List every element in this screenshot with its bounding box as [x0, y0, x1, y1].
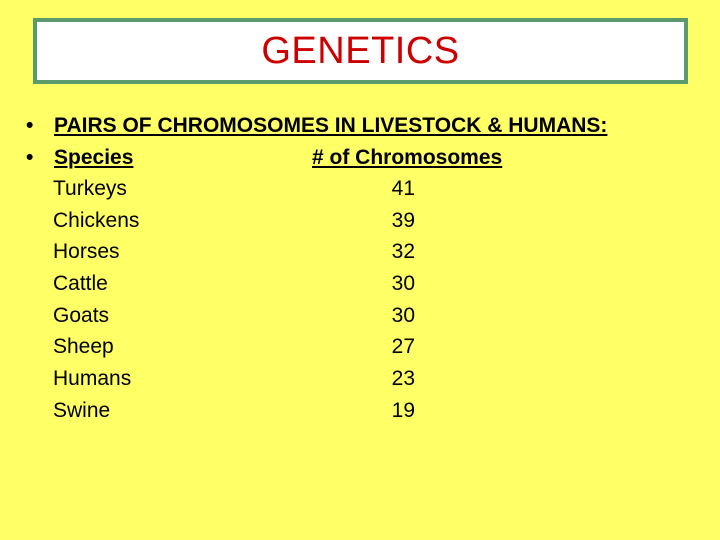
chromosome-count: 39: [391, 209, 415, 232]
chromosome-count: 32: [391, 240, 415, 263]
table-row: [53, 240, 423, 271]
chromosome-count: 23: [391, 367, 415, 390]
title-box: [33, 18, 688, 84]
chromosome-count: 41: [391, 177, 415, 200]
table-row: [53, 367, 423, 398]
species-bullet: [26, 146, 133, 170]
heading-bullet: [26, 114, 607, 138]
species-name: Swine: [53, 399, 111, 422]
table-row: [53, 335, 423, 366]
species-name: Horses: [53, 240, 120, 263]
table-row: [53, 272, 423, 303]
chromosome-column-header: # of Chromosomes: [312, 146, 503, 169]
table-row: [53, 177, 423, 208]
table-row: [53, 399, 423, 430]
table-row: [53, 304, 423, 335]
table-row: [53, 209, 423, 240]
chromosome-count: 27: [391, 335, 415, 358]
species-name: Humans: [53, 367, 132, 390]
chromosome-count: 30: [391, 272, 415, 295]
heading-text: PAIRS OF CHROMOSOMES IN LIVESTOCK & HUMANS:: [54, 114, 608, 137]
page-title: GENETICS: [261, 29, 460, 72]
species-name: Sheep: [53, 335, 114, 358]
species-column-header: Species: [54, 146, 134, 169]
bullet-symbol: •: [26, 114, 34, 137]
chromosome-count: 19: [391, 399, 415, 422]
species-name: Turkeys: [53, 177, 127, 200]
species-name: Chickens: [53, 209, 140, 232]
species-name: Goats: [53, 304, 110, 327]
species-name: Cattle: [53, 272, 108, 295]
chromosome-count: 30: [391, 304, 415, 327]
bullet-symbol: •: [26, 146, 34, 169]
